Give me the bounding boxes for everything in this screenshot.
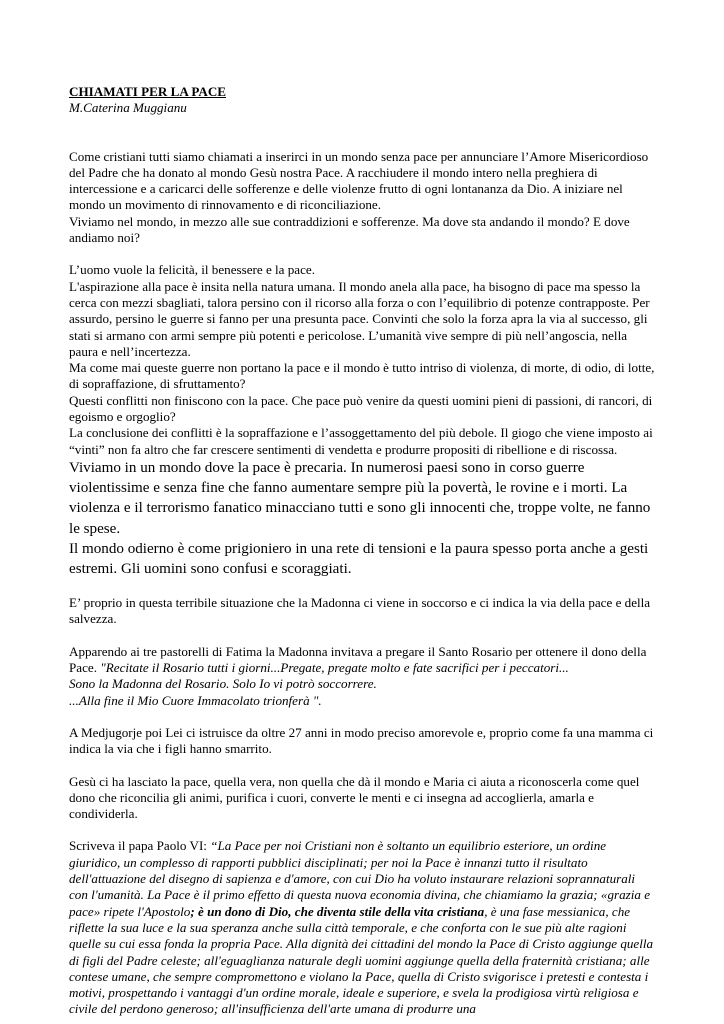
spacer [69, 758, 657, 774]
spacer [69, 579, 657, 595]
document-author: M.Caterina Muggianu [69, 100, 187, 116]
spacer [69, 822, 657, 838]
paul-vi-intro: Scriveva il papa Paolo VI: [69, 838, 211, 854]
paragraph-conflicts: Questi conflitti non finiscono con la pace. Che pace può venire da questi uomini pieni di passioni, di rancori, di egoismo e orgoglio? [69, 392, 653, 425]
paul-vi-quote-bold: ; è un dono di Dio, che diventa stile della vita cristiana [190, 903, 485, 919]
fatima-quote-line3: ...Alla fine il Mio Cuore Immacolato trionferà ". [69, 692, 322, 708]
spacer [69, 709, 657, 725]
document-title: CHIAMATI PER LA PACE [69, 84, 227, 99]
fatima-quote-line2: Sono la Madonna del Rosario. Solo Io vi potrò soccorrere. [69, 676, 377, 692]
paragraph-jesus-peace: Gesù ci ha lasciato la pace, quella vera, non quella che dà il mondo e Maria ci aiuta a riconoscerla come quel dono che riconcilia gli animi, purifica i cuori, converte le menti e ci insegna ad accoglierla, amarla e condividerla. [69, 773, 640, 822]
paragraph-madonna-help: E’ proprio in questa terribile situazione che la Madonna ci viene in soccorso e ci indica la via della pace e della salvezza. [69, 595, 651, 627]
spacer [69, 628, 657, 644]
paragraph-where-going: Viviamo nel mondo, in mezzo alle sue contraddizioni e sofferenze. Ma dove sta andando il mondo? E dove andiamo noi? [69, 213, 630, 246]
paragraph-medjugorje: A Medjugorje poi Lei ci istruisce da oltre 27 anni in modo preciso amorevole e, proprio come fa una mamma ci indica la via che i figli hanno smarrito. [69, 724, 654, 757]
paragraph-fatima [69, 644, 657, 677]
paragraph-conclusion: La conclusione dei conflitti è la sopraffazione e l’assoggettamento del più debole. Il giogo che viene imposto ai “vinti” non fa altro che far crescere sentimenti di vendetta e produrre propositi di ribellione e di riscossa. [69, 425, 653, 457]
paragraph-precarious-peace: Viviamo in un mondo dove la pace è precaria. In numerosi paesi sono in corso guerre violentissime e senza fine che fanno aumentare sempre più la povertà, le rovine e i morti. La violenza e il terrorismo fanatico minacciano tutti e sono gli innocenti che, troppe volte, ne fanno le spese. [69, 459, 651, 537]
spacer [69, 246, 657, 262]
spacer [69, 133, 657, 149]
paul-vi-quote-part2: , è una fase messianica, che riflette la sua luce e la sua speranza anche sulla città temporale, e che conforta con le sue più alte ragioni quelle su cui essa fonda la propria Pace. Alla dignità dei cittadini del mondo la Pace di Cristo aggiunge quella di figli del Padre celeste; all'eguaglianza naturale degli uomini aggiunge quella della fraternità cristiana; alle contese umane, che sempre compromettono e violano la Pace, quella di Cristo svigorisce i pretesti e contesta i motivi, prospettando i vantaggi d'un ordine morale, ideale e superiore, e svela la prodigiosa virtù religiosa e civile del perdono generoso; all'insufficienza dell'arte umana di produrre una [69, 903, 654, 1017]
paragraph-intro: Come cristiani tutti siamo chiamati a inserirci in un mondo senza pace per annunciare l’Amore Misericordioso del Padre che ha donato al mondo Gesù nostra Pace. A racchiudere il mondo intero nella preghiera di intercessione e a caricarci delle sofferenze e delle violenze frutto di ogni lontananza da Dio. A iniziare nel mondo un movimento di rinnovamento e di riconciliazione. [69, 148, 649, 213]
paragraph-prisoner-world: Il mondo odierno è come prigioniero in una rete di tensioni e la paura spesso porta anche a gesti estremi. Gli uomini sono confusi e scoraggiati. [69, 540, 649, 577]
spacer [69, 117, 657, 133]
paragraph-aspiration: L'aspirazione alla pace è insita nella natura umana. Il mondo anela alla pace, ha bisogno di pace ma spesso la cerca con mezzi sbagliati, talora persino con il ricorso alla forza o con l’equilibrio di potenze contrapposte. Per assurdo, persino le guerre si fanno per una presunta pace. Convinti che solo la forza apra la via al successo, gli stati si armano con armi sempre più potenti e pericolose. L’umanità vive sempre di più nell’angoscia, nella paura e nell’incertezza. [69, 278, 650, 359]
document-body [69, 84, 657, 1018]
paragraph-wars-question: Ma come mai queste guerre non portano la pace e il mondo è tutto intriso di violenza, di morte, di odio, di lotte, di sopraffazione, di sfruttamento? [69, 360, 655, 392]
fatima-quote-line1: "Recitate il Rosario tutti i giorni...Pregate, pregate molto e fate sacrifici per i peccatori... [100, 660, 569, 676]
paragraph-happiness: L’uomo vuole la felicità, il benessere e la pace. [69, 262, 316, 278]
paul-vi-quote-part1: “La Pace per noi Cristiani non è soltanto un equilibrio esteriore, un ordine giuridico, un complesso di rapporti pubblici disciplinati; per noi la Pace è innanzi tutto il risultato dell'attuazione del disegno di sapienza e d'amore, con cui Dio ha voluto instaurare relazioni soprannaturali con l'umanità. La Pace è il primo effetto di questa nuova economia divina, che chiamiamo la grazia; «grazia e pace» ripete l'Apostolo [69, 838, 651, 919]
paragraph-paul-vi [69, 838, 657, 1017]
fatima-text: Apparendo ai tre pastorelli di Fatima la Madonna invitava a pregare il Santo Rosario per ottenere il dono della Pace. [69, 643, 647, 676]
